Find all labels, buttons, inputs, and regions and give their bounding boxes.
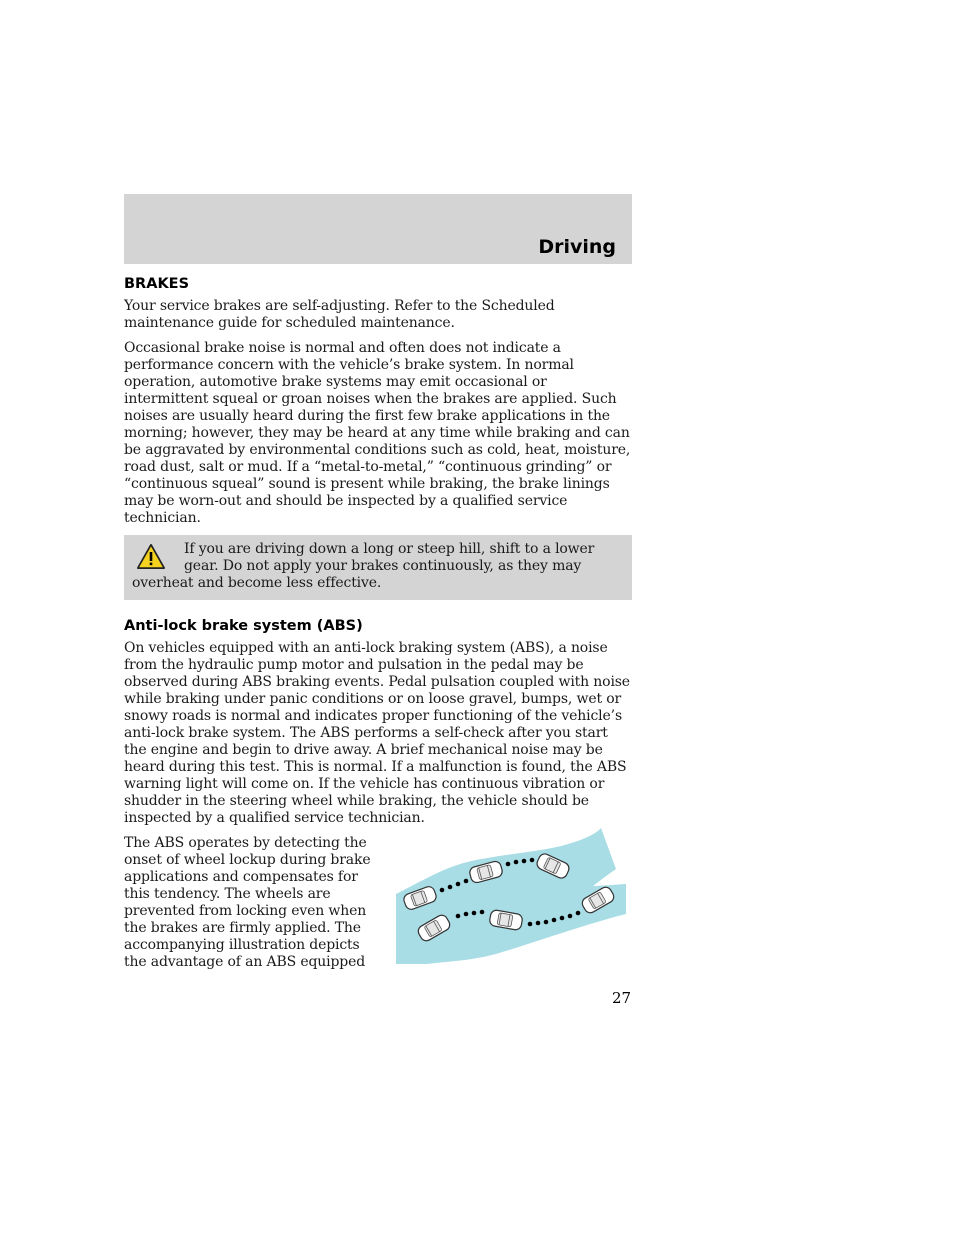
abs-paragraph: On vehicles equipped with an anti-lock braking system (ABS), a noise from the hydraulic pump motor and pulsation in the pedal may be observed during ABS braking events. Pedal pulsation coupled with noise while braking under panic conditions or on loose gravel, bumps, wet or snowy roads is normal and indicates proper functioning of the vehicle’s anti-lock brake system. The ABS performs a self-check after you start the engine and begin to drive away. A brief mechanical noise may be heard during this test. This is normal. If a malfunction is found, the ABS warning light will come on. If the vehicle has continuous vibration or shudder in the steering wheel while braking, the vehicle should be inspected by a qualified service technician.	[124, 640, 630, 826]
abs-vs-non-abs-skid-illustration	[396, 824, 626, 964]
abs-illustration-paragraph: The ABS operates by detecting the onset of wheel lockup during brake applications and compensates for this tendency. The wheels are prevented from locking even when the brakes are firmly applied. The accompanying illustration depicts the advantage of an ABS equipped	[124, 835, 371, 970]
warning-triangle-icon	[136, 543, 172, 573]
brakes-paragraph-2: Occasional brake noise is normal and often does not indicate a performance concern with the vehicle’s brake system. In normal operation, automotive brake systems may emit occasional or intermittent squeal or groan noises when the brakes are applied. Such noises are usually heard during the first few brake applications in the morning; however, they may be heard at any time while braking and can be aggravated by environmental conditions such as cold, heat, moisture, road dust, salt or mud. If a “metal-to-metal,” “continuous grinding” or “continuous squeal” sound is present while braking, the brake linings may be worn-out and should be inspected by a qualified service technician.	[124, 340, 631, 526]
brakes-heading: BRAKES	[124, 276, 190, 292]
abs-heading: Anti-lock brake system (ABS)	[124, 618, 363, 634]
warning-text: If you are driving down a long or steep hill, shift to a lower gear. Do not apply your brakes continuously, as they may overheat and become less effective.	[132, 541, 595, 591]
page-number: 27	[612, 989, 632, 1007]
section-header-band	[124, 194, 632, 264]
section-title: Driving	[538, 236, 616, 258]
brakes-paragraph-1: Your service brakes are self-adjusting. Refer to the Scheduled maintenance guide for scheduled maintenance.	[124, 298, 555, 331]
warning-box	[124, 535, 632, 600]
